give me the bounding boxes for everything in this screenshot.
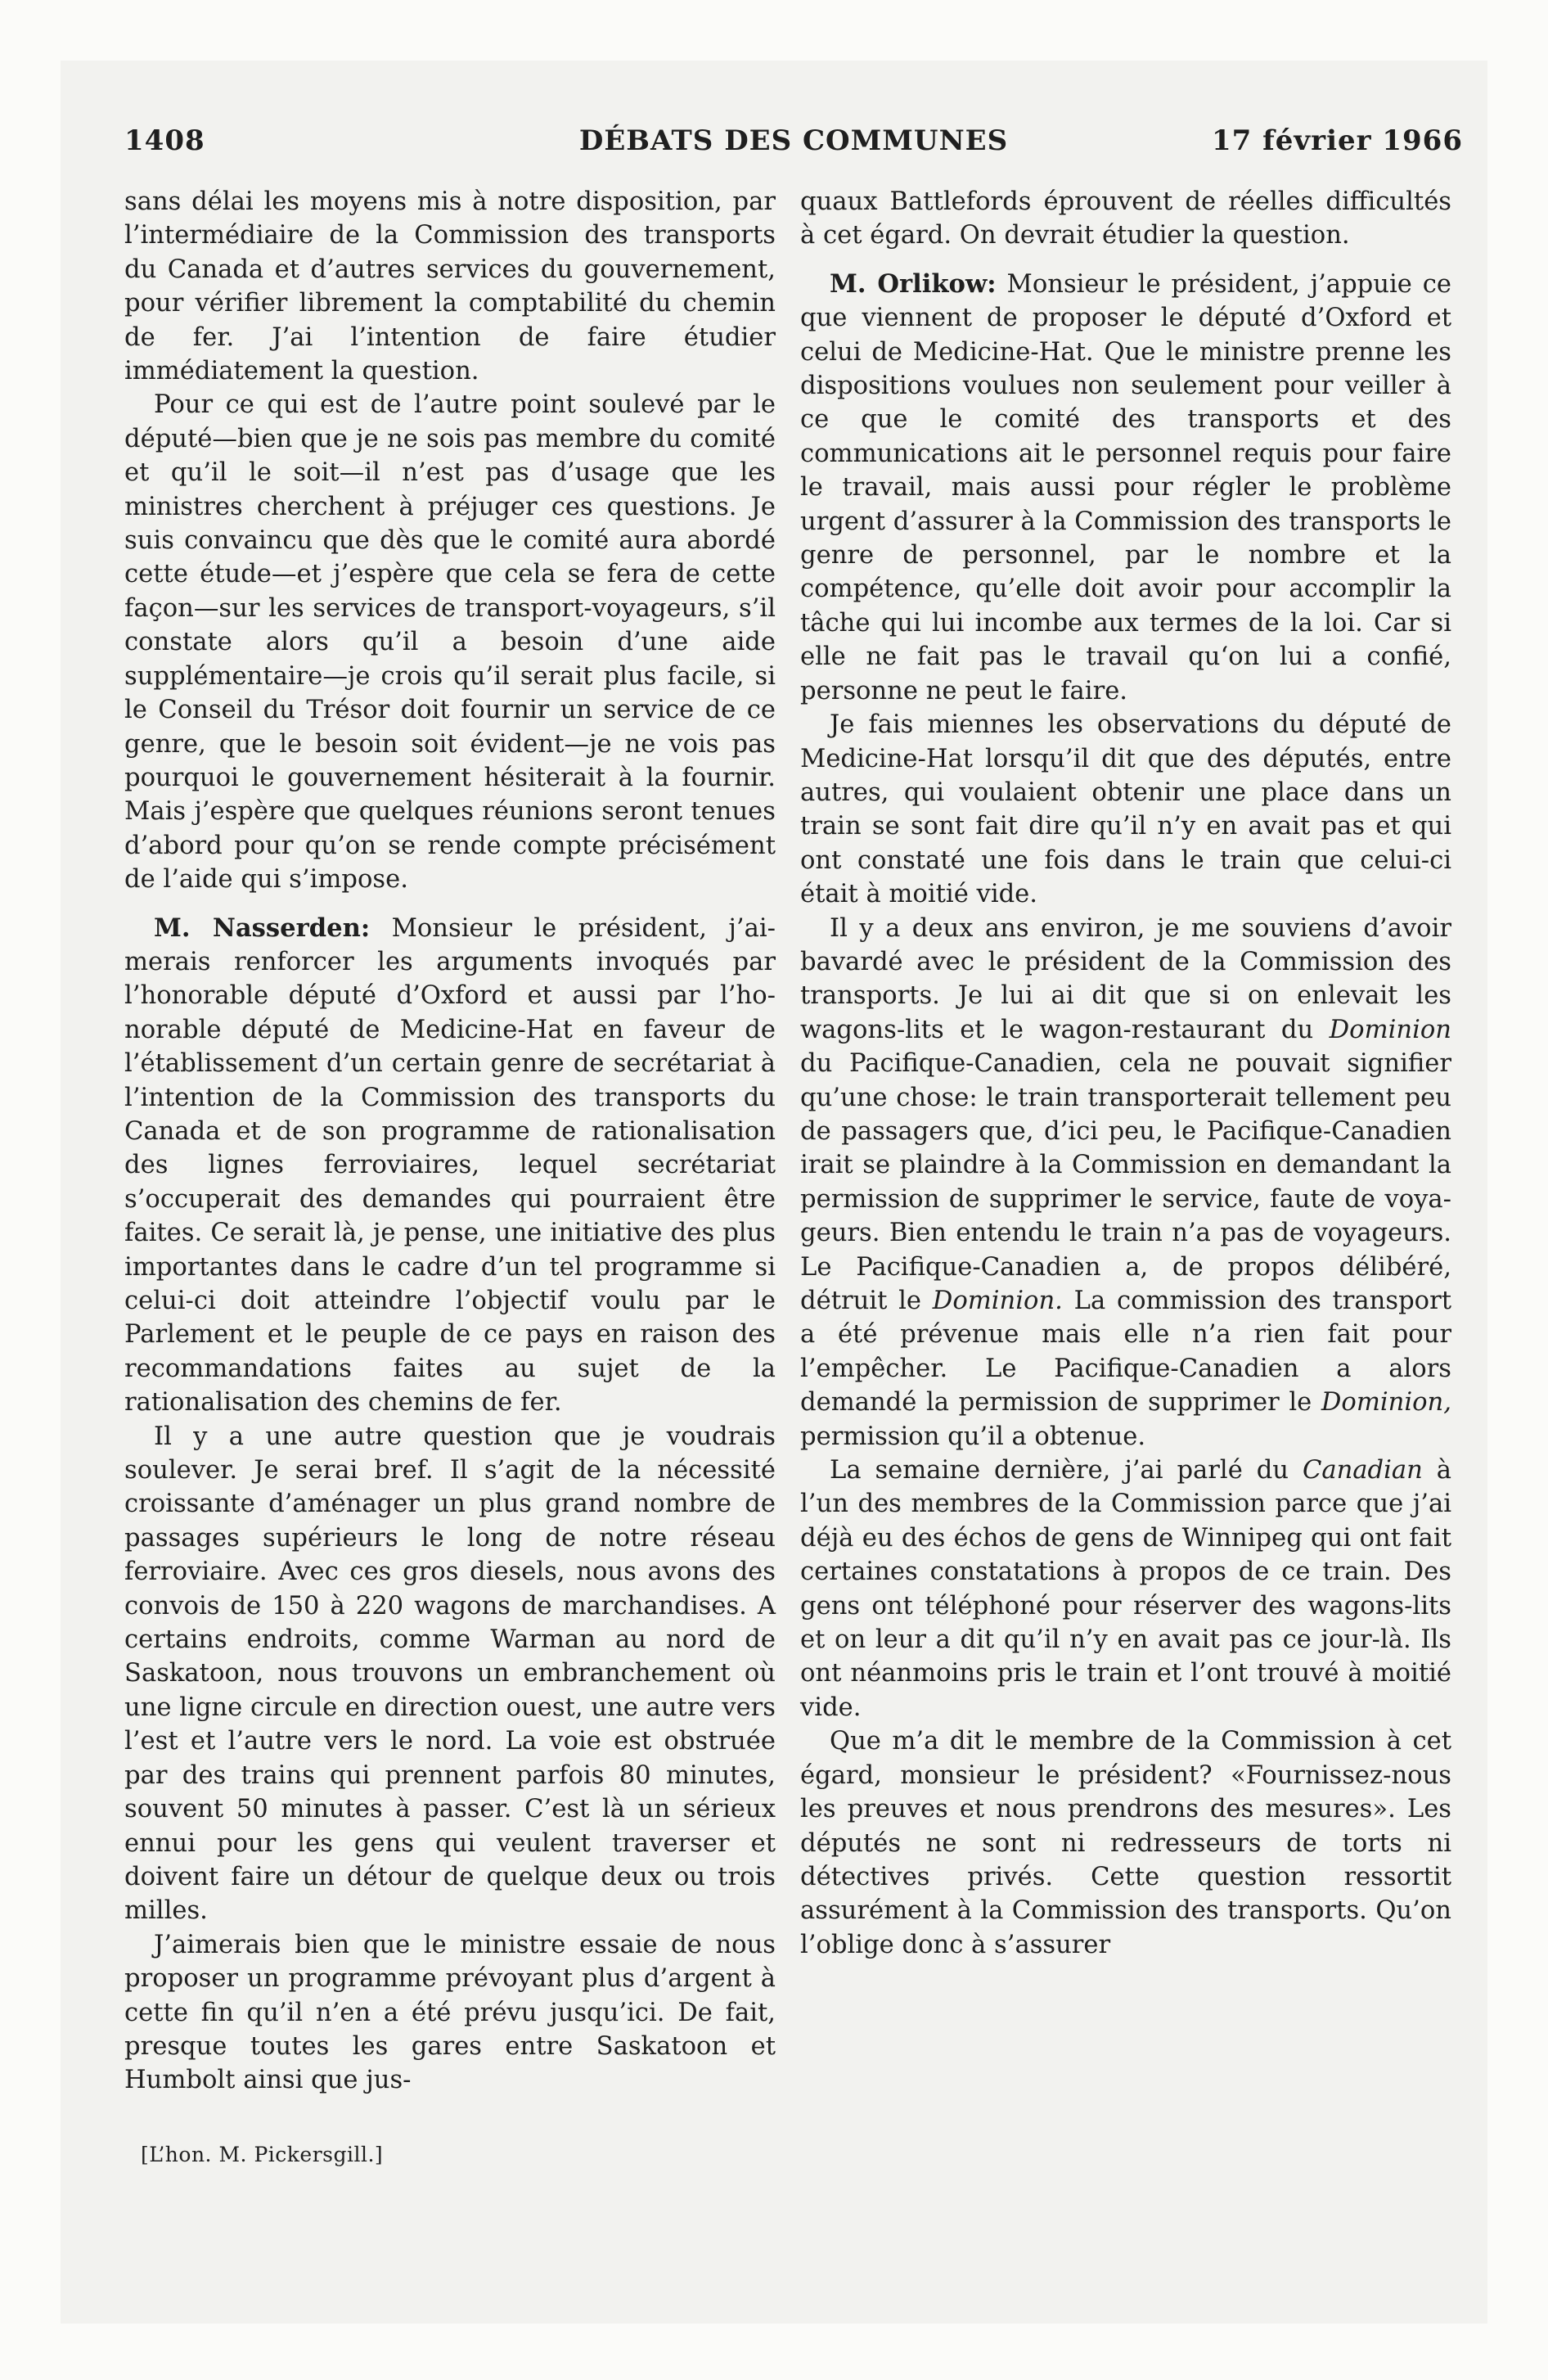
paragraph: quaux Battlefords éprouvent de réelles difficultés à cet égard. On devrait étudier la question. [800,187,1451,250]
text-run: du Pacifique-Canadien, cela ne pouvait signifier qu’une chose: le train transporterait tellement peu de passagers que, d’ici peu, le Pacifique-Canadien irait se plaindre à la Commission en demandant la permission de supprimer le service, faute de voyageurs. Bien entendu le train n’a pas de voyageurs. Le Pacifique-Canadien a, de propos délibéré, détruit le [800,1049,1451,1315]
speech-text: Monsieur le président, j’aimerais renforcer les arguments invoqués par l’honorable député d’Oxford et aussi par l’honorable député de Medicine-Hat en faveur de l’établissement d’un certain genre de secrétariat à l’intention de la Commission des transports du Canada et de son programme de rationalisation des lignes ferroviaires, lequel secrétariat s’occuperait des demandes qui pourraient être faites. Ce serait là, je pense, une initiative des plus importantes dans le cadre d’un tel programme si celui-ci doit atteindre l’objectif voulu par le Parlement et le peuple de ce pays en raison des recommandations faites au sujet de la rationalisation des chemins de fer. [124,913,776,1418]
paragraph: Que m’a dit le membre de la Commission à cet égard, monsieur le président? «Fournissez-nous les preuves et nous prendrons des mesures». Les députés ne sont ni redresseurs de torts ni détectives privés. Cette question ressortit assurément à la Commission des transports. Qu’on l’oblige donc à s’assurer [800,1727,1451,1959]
running-title: DÉBATS DES COMMUNES [578,124,1009,157]
speech-paragraph [124,912,776,1420]
paragraph: Pour ce qui est de l’autre point soulevé par le député—bien que je ne sois pas membre du comité et qu’il le soit—il n’est pas d’usage que les ministres cherchent à préjuger ces questions. Je suis convaincu que dès que le comité aura abordé cette étude—et j’espère que cela se fera de cette façon—sur les services de transport-voyageurs, s’il constate alors qu’il a besoin d’une aide supplémentaire—je crois qu’il serait plus facile, si le Conseil du Trésor doit fournir un service de ce genre, que le besoin soit évident—je ne vois pas pourquoi le gouvernement hésiterait à la fournir. Mais j’espère que quelques réunions seront tenues d’abord pour qu’on se rende compte précisément de l’aide qui s’impose. [124,390,776,895]
paragraph: Il y a une autre question que je voudrais soulever. Je serai bref. Il s’agit de la nécessité croissante d’aménager un plus grand nombre de passages supérieurs le long de notre réseau ferroviaire. Avec ces gros diesels, nous avons des convois de 150 à 220 wagons de marchandises. A certains endroits, comme Warman au nord de Saskatoon, nous trouvons un embranchement où une ligne circule en direction ouest, une autre vers l’est et l’autre vers le nord. La voie est obstruée par des trains qui prennent parfois 80 minutes, souvent 50 minutes à passer. C’est là un sérieux ennui pour les gens qui veulent traverser et doivent faire un détour de quelque deux ou trois milles. [124,1422,776,1926]
paragraph [800,1454,1451,1724]
speech-paragraph [800,268,1451,708]
text-run: Il y a deux ans environ, je me souviens d’avoir bavardé avec le président de la Commission des transports. Je lui ai dit que si on enlevait les wagons-lits et le wagon-restaurant du [800,913,1451,1044]
text-run: La semaine dernière, j’ai parlé du [830,1456,1303,1485]
left-column [124,185,776,2098]
text-run: La commission des transport a été prévenue mais elle n’a rien fait pour l’empêcher. Le Pacifique-Canadien a alors demandé la permission de supprimer le [800,1287,1452,1418]
page-number: 1408 [124,124,205,157]
train-name: Dominion. [932,1287,1063,1315]
text-run: à l’un des membres de la Commission parce que j’ai déjà eu des échos de gens de Winnipeg qui ont fait certaines constatations à propos de ce train. Des gens ont téléphoné pour réserver des wagons-lits et on leur a dit qu’il n’y en avait pas ce jour-là. Ils ont néanmoins pris le train et l’ont trouvé à moitié vide. [800,1456,1452,1722]
speaker-footnote: [L’hon. M. Pickersgill.] [141,2143,384,2166]
speaker-name: M. Nasserden: [154,913,371,943]
paragraph: sans délai les moyens mis à notre disposition, par l’intermédiaire de la Commission des transports du Canada et d’autres services du gouvernement, pour vérifier librement la comptabilité du chemin de fer. J’ai l’intention de faire étudier immédiatement la question. [124,187,776,386]
train-name: Dominion, [1321,1388,1451,1418]
right-column [800,185,1451,1962]
paragraph: J’aimerais bien que le ministre essaie de nous proposer un programme prévoyant plus d’argent à cette fin qu’il n’en a été prévu jusqu’ici. De fait, presque toutes les gares entre Saskatoon et Humbolt ainsi que jus- [124,1930,776,2095]
text-run: permission qu’il a obtenue. [800,1422,1146,1451]
speaker-name: M. Orlikow: [830,268,997,299]
sitting-date: 17 février 1966 [1211,124,1463,157]
paragraph [800,912,1451,1454]
speech-text: Monsieur le président, j’appuie ce que viennent de proposer le député d’Oxford et celui de Medicine-Hat. Que le ministre prenne les dispositions voulues non seulement pour veiller à ce que le comité des transports et des communications ait le personnel requis pour faire le travail, mais aussi pour régler le problème urgent d’assurer à la Commission des transports le genre de personnel, par le nombre et la compétence, qu’elle doit avoir pour accomplir la tâche qui lui incombe aux termes de la loi. Car si elle ne fait pas le travail qu‘on lui a confié, personne ne peut le faire. [800,269,1451,705]
train-name: Canadian [1302,1456,1423,1485]
train-name: Dominion [1329,1015,1451,1044]
page-header [124,124,1463,160]
paragraph: Je fais miennes les observations du député de Medicine-Hat lorsqu’il dit que des députés, entre autres, qui voulaient obtenir une place dans un train se sont fait dire qu’il n’y en avait pas et qui ont constaté une fois dans le train que celui-ci était à moitié vide. [800,710,1451,909]
